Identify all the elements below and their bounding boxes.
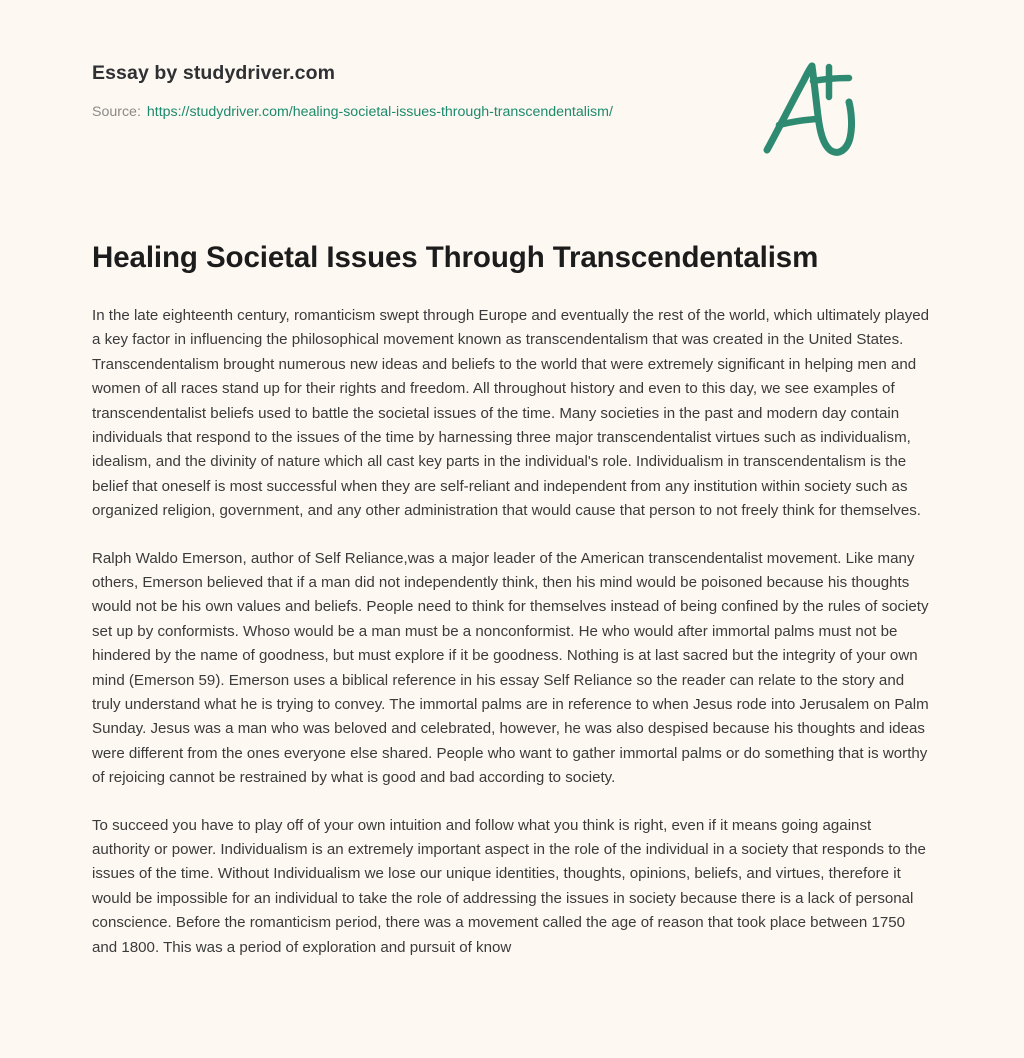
byline: Essay by studydriver.com: [92, 62, 336, 84]
page-header: [92, 0, 932, 128]
paragraph: To succeed you have to play off of your own intuition and follow what you think is right, even if it means going against authority or power. Individualism is an extremely important aspect in the role of the individual in a society that responds to the issues of the time. Without Individualism we lose our unique identities, thoughts, opinions, beliefs, and virtues, therefore it would be impossible for an individual to take the role of addressing the issues in society because there is a lack of personal conscience. Before the romanticism period, there was a movement called the age of reason that took place between 1750 and 1800. This was a period of exploration and pursuit of know: [92, 816, 926, 956]
source-label: Source:: [92, 104, 141, 121]
paragraph: Ralph Waldo Emerson, author of Self Reliance,was a major leader of the American transcendentalist movement. Like many others, Emerson believed that if a man did not independently think, then his mind would be poisoned because his thoughts would not be his own values and beliefs. People need to think for themselves instead of being confined by the rules of society set up by conformists. Whoso would be a man must be a nonconformist. He who would after immortal palms must not be hindered by the name of goodness, but must explore if it be goodness. Nothing is at last sacred but the integrity of your own mind (Emerson 59). Emerson uses a biblical reference in his essay Self Reliance so the reader can relate to the story and truly understand what he is trying to convey. The immortal palms are in reference to when Jesus rode into Jerusalem on Palm Sunday. Jesus was a man who was beloved and celebrated, however, he was also despised because his thoughts and ideas were different from the ones everyone else shared. People who want to gather immortal palms or do something that is worthy of rejoicing cannot be restrained by what is good and bad according to society.: [92, 549, 929, 787]
source-url-link[interactable]: https://studydriver.com/healing-societal-issues-through-transcendentalism/: [146, 104, 613, 121]
article-body: [92, 277, 932, 960]
a-plus-logo-icon: [750, 52, 870, 170]
paragraph: In the late eighteenth century, romanticism swept through Europe and eventually the rest of the world, which ultimately played a key factor in influencing the philosophical movement known as transcendentalism that was created in the United States. Transcendentalism brought numerous new ideas and beliefs to the world that were extremely significant in helping men and women of all races stand up for their rights and freedom. All throughout history and even to this day, we see examples of transcendentalist beliefs used to battle the societal issues of the time. Many societies in the past and modern day contain individuals that respond to the issues of the time by harnessing three major transcendentalist virtues such as individualism, idealism, and the divinity of nature which all cast key parts in the individual's role. Individualism in transcendentalism is the belief that oneself is most successful when they are self-reliant and independent from any institution within society such as organized religion, government, and any other administration that would cause that person to not freely think for themselves.: [92, 306, 930, 520]
page-title: Healing Societal Issues Through Transcendentalism: [92, 241, 819, 274]
